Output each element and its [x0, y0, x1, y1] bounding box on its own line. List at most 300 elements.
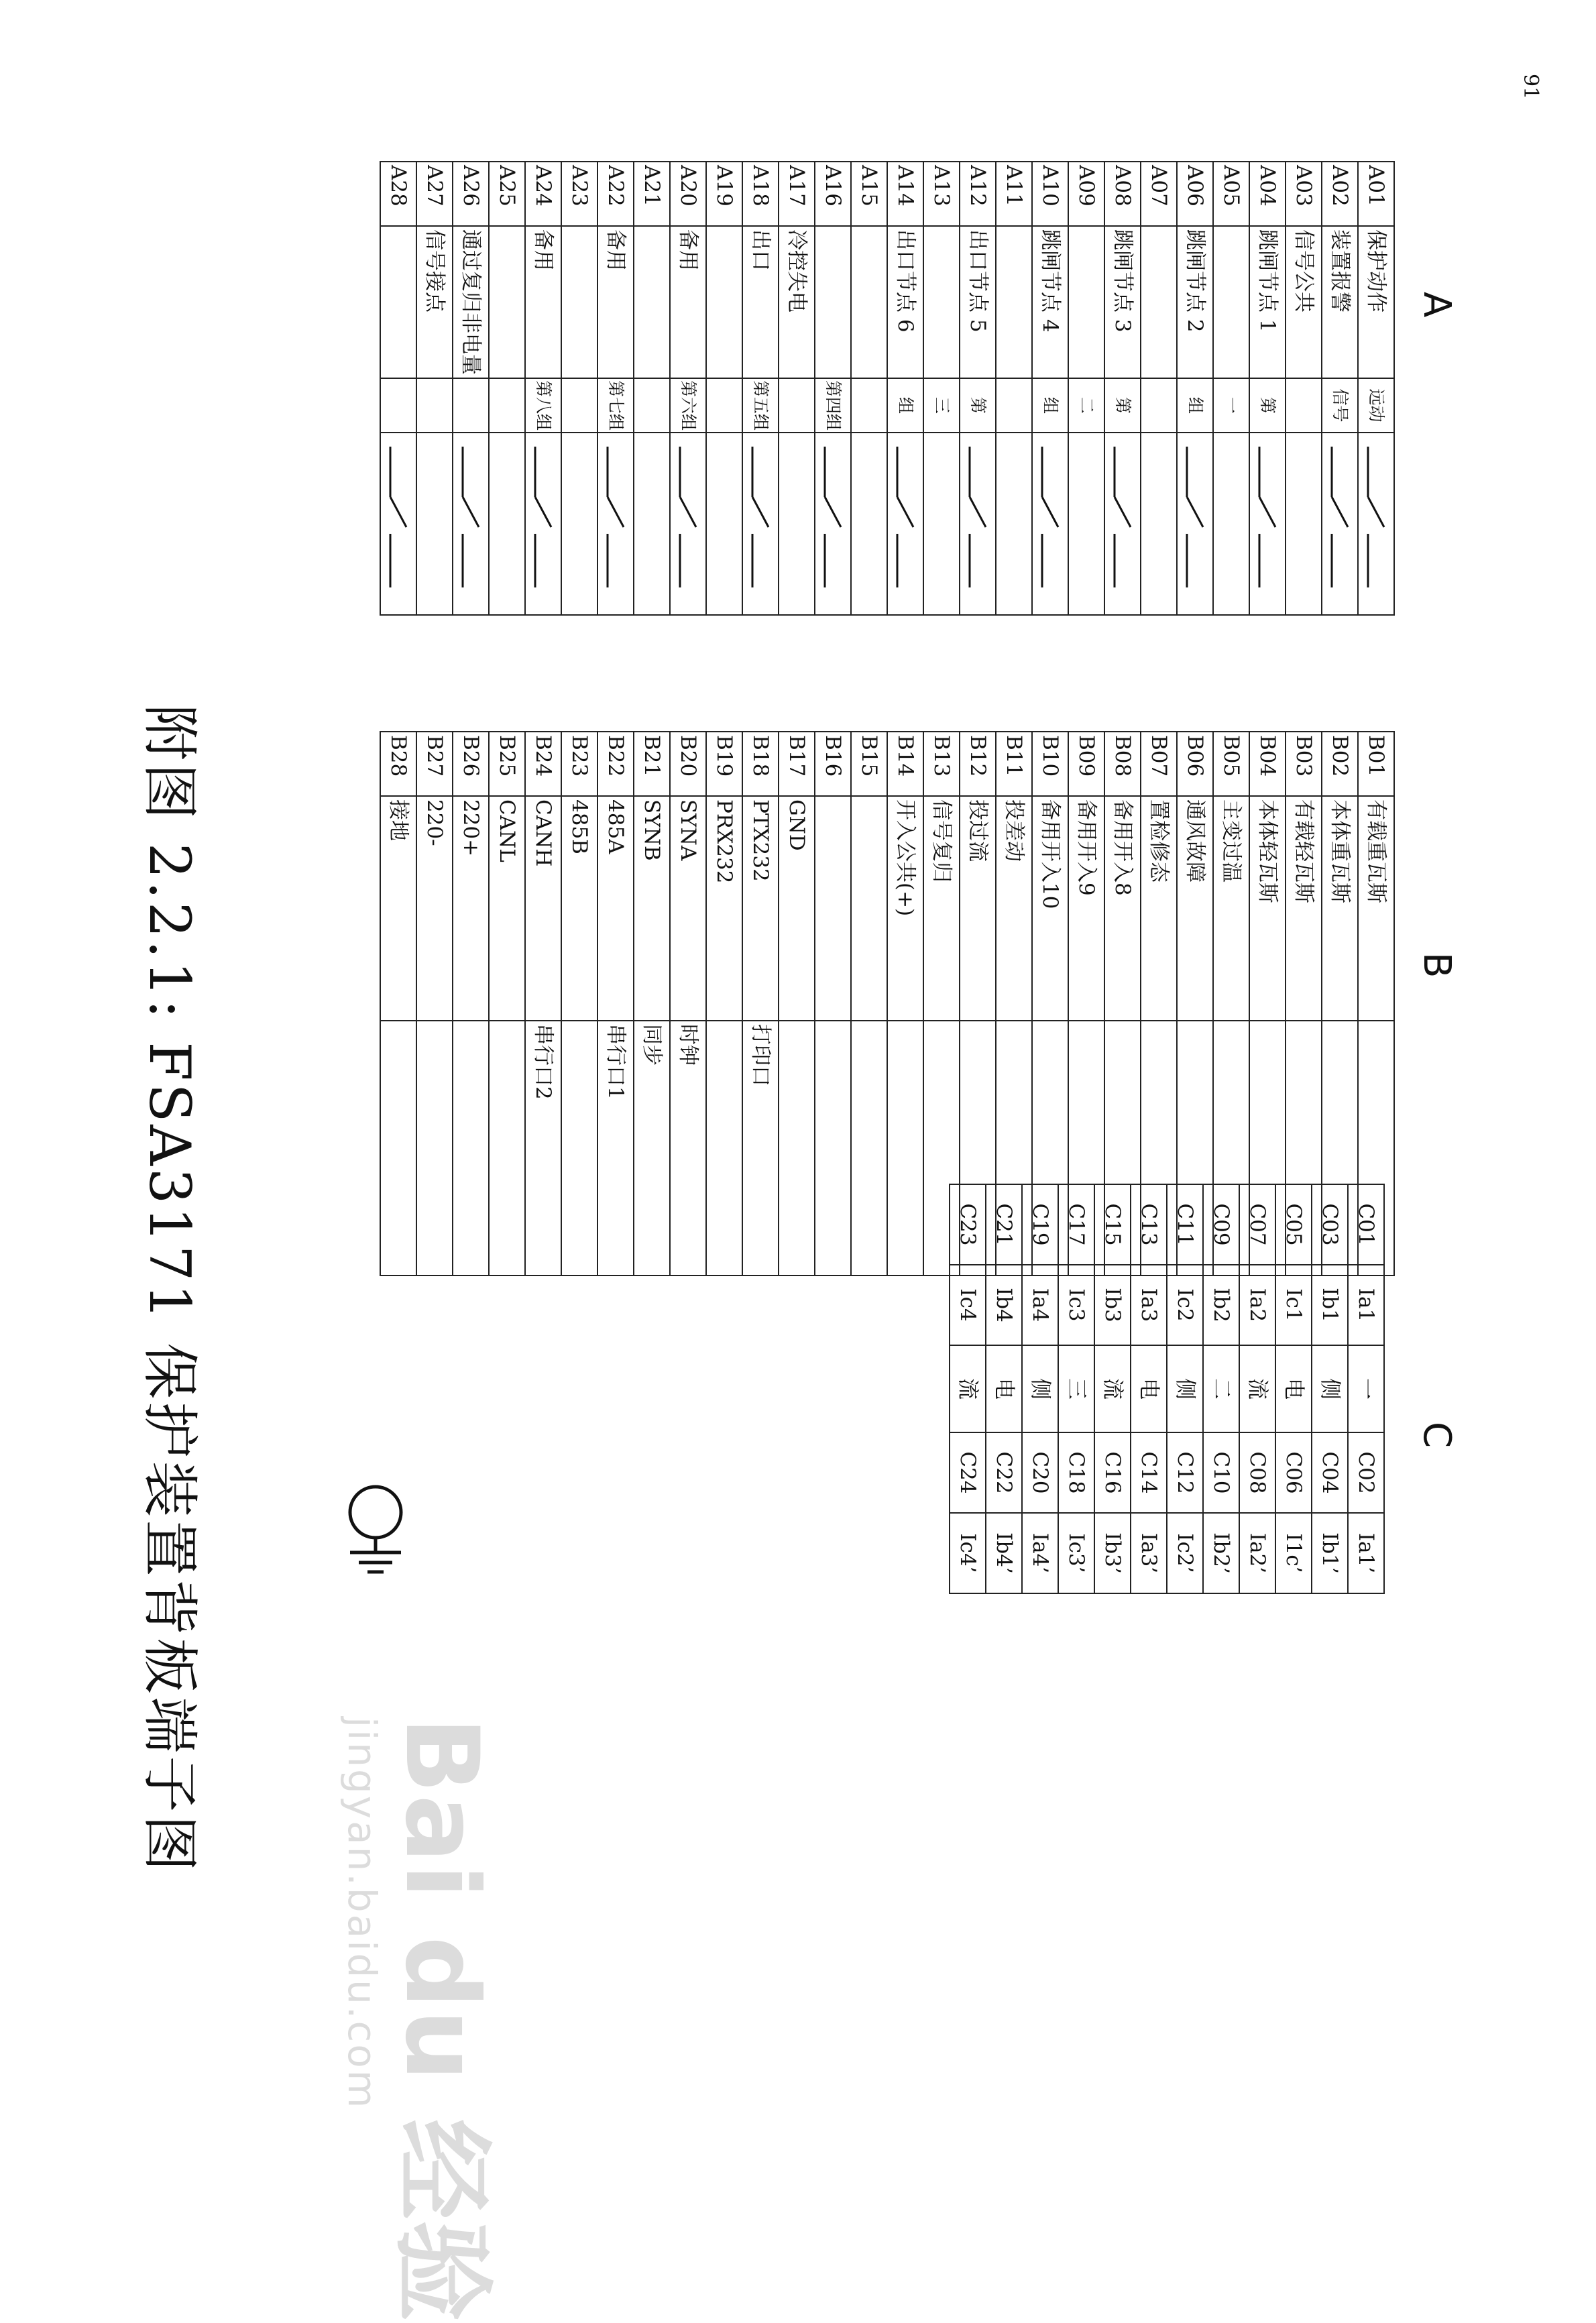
section-label-b: B [1415, 952, 1459, 978]
terminal-desc: 220+ [453, 796, 489, 1021]
switch-contact-icon [601, 433, 630, 601]
terminal-desc [489, 226, 525, 378]
table-row [634, 732, 670, 1276]
winding-side-label: 电 [1131, 1345, 1167, 1432]
terminal-group [453, 378, 489, 433]
table-row [525, 732, 561, 1276]
terminal-function [706, 1021, 742, 1276]
terminal-signal: Ib2’ [1203, 1513, 1239, 1593]
terminal-desc: 开入公共(+) [887, 796, 923, 1021]
terminal-function [416, 1021, 453, 1276]
terminal-table-a [380, 161, 1395, 616]
terminal-group [380, 378, 416, 433]
table-row [1058, 1184, 1094, 1593]
terminal-desc: 置检修态 [1141, 796, 1177, 1021]
terminal-signal: Ic3 [1058, 1265, 1094, 1345]
terminal-code: B08 [1104, 732, 1141, 796]
terminal-function: 打印口 [742, 1021, 779, 1276]
terminal-desc: CANL [489, 796, 525, 1021]
terminal-desc: 跳闸节点 2 [1177, 226, 1213, 378]
winding-side-label: 电 [1275, 1345, 1312, 1432]
switch-cell [453, 433, 489, 615]
switch-cell [706, 433, 742, 615]
table-row [1032, 162, 1068, 615]
terminal-group [996, 378, 1032, 433]
switch-contact-icon [384, 433, 413, 601]
terminal-desc: 信号复归 [923, 796, 960, 1021]
terminal-group [779, 378, 815, 433]
terminal-group [634, 378, 670, 433]
table-row [1358, 162, 1394, 615]
terminal-desc: 有载轻瓦斯 [1286, 796, 1322, 1021]
switch-contact-icon [746, 433, 775, 601]
terminal-group: 第 [1104, 378, 1141, 433]
table-row [1141, 162, 1177, 615]
switch-cell [851, 433, 887, 615]
terminal-code: A26 [453, 162, 489, 226]
terminal-desc [851, 226, 887, 378]
terminal-desc [815, 796, 851, 1021]
terminal-group: 第 [960, 378, 996, 433]
switch-contact-icon [1253, 433, 1282, 601]
terminal-code: C21 [986, 1184, 1022, 1265]
terminal-desc: 出口节点 5 [960, 226, 996, 378]
table-row [1094, 1184, 1131, 1593]
switch-cell [525, 433, 561, 615]
terminal-function [779, 1021, 815, 1276]
terminal-table-c [949, 1184, 1385, 1594]
watermark-main: Bai du 经验 [383, 1717, 500, 2323]
terminal-desc: GND [779, 796, 815, 1021]
switch-cell [923, 433, 960, 615]
terminal-code: A02 [1322, 162, 1358, 226]
terminal-code: B26 [453, 732, 489, 796]
terminal-code: A13 [923, 162, 960, 226]
terminal-code: B28 [380, 732, 416, 796]
table-row [489, 732, 525, 1276]
terminal-code: B17 [779, 732, 815, 796]
terminal-desc: 接地 [380, 796, 416, 1021]
table-row [779, 162, 815, 615]
terminal-code: C07 [1239, 1184, 1275, 1265]
switch-cell [779, 433, 815, 615]
terminal-desc: 本体重瓦斯 [1322, 796, 1358, 1021]
terminal-desc: 220- [416, 796, 453, 1021]
terminal-signal: Ib1’ [1312, 1513, 1348, 1593]
switch-cell [960, 433, 996, 615]
table-row [634, 162, 670, 615]
table-row [1249, 162, 1286, 615]
terminal-code: A04 [1249, 162, 1286, 226]
terminal-group: 三 [923, 378, 960, 433]
terminal-code: B22 [597, 732, 634, 796]
terminal-code: A17 [779, 162, 815, 226]
terminal-signal: Ib1 [1312, 1265, 1348, 1345]
switch-cell [996, 433, 1032, 615]
terminal-desc: 跳闸节点 3 [1104, 226, 1141, 378]
terminal-code: A20 [670, 162, 706, 226]
ground-icon [335, 1482, 416, 1583]
switch-cell [1358, 433, 1394, 615]
terminal-code: C13 [1131, 1184, 1167, 1265]
switch-cell [1068, 433, 1104, 615]
table-row [1104, 162, 1141, 615]
terminal-code: B16 [815, 732, 851, 796]
section-label-c: C [1415, 1422, 1459, 1449]
terminal-code: B19 [706, 732, 742, 796]
switch-contact-icon [673, 433, 703, 601]
terminal-signal: Ia2 [1239, 1265, 1275, 1345]
terminal-desc: 信号公共 [1286, 226, 1322, 378]
figure-caption: 附图 2.2.1: FSA3171 保护装置背板端子图 [137, 704, 203, 1874]
table-row [670, 162, 706, 615]
terminal-desc: 通过复归非电量 [453, 226, 489, 378]
switch-contact-icon [1108, 433, 1137, 601]
terminal-signal: Ic3’ [1058, 1513, 1094, 1593]
terminal-code: A15 [851, 162, 887, 226]
terminal-desc: CANH [525, 796, 561, 1021]
terminal-desc: 备用开入10 [1032, 796, 1068, 1021]
terminal-code: B13 [923, 732, 960, 796]
terminal-code: B06 [1177, 732, 1213, 796]
terminal-group: 组 [1177, 378, 1213, 433]
watermark [339, 1717, 523, 2323]
terminal-desc [996, 226, 1032, 378]
table-row [742, 732, 779, 1276]
terminal-code: A07 [1141, 162, 1177, 226]
table-row [706, 732, 742, 1276]
terminal-signal: Ia4 [1022, 1265, 1058, 1345]
terminal-desc: 485A [597, 796, 634, 1021]
terminal-desc [1213, 226, 1249, 378]
terminal-code: C04 [1312, 1432, 1348, 1513]
terminal-code: C12 [1167, 1432, 1203, 1513]
terminal-code: B23 [561, 732, 597, 796]
table-row [779, 732, 815, 1276]
terminal-code: C24 [950, 1432, 986, 1513]
terminal-group: 第五组 [742, 378, 779, 433]
terminal-desc [923, 226, 960, 378]
terminal-signal: Ia1 [1348, 1265, 1384, 1345]
terminal-function [380, 1021, 416, 1276]
terminal-code: B03 [1286, 732, 1322, 796]
terminal-signal: Ic4 [950, 1265, 986, 1345]
terminal-code: A19 [706, 162, 742, 226]
terminal-desc: 主变过温 [1213, 796, 1249, 1021]
table-row [453, 162, 489, 615]
terminal-code: B12 [960, 732, 996, 796]
terminal-desc: 本体轻瓦斯 [1249, 796, 1286, 1021]
table-row [815, 732, 851, 1276]
terminal-code: C06 [1275, 1432, 1312, 1513]
terminal-group: 第 [1249, 378, 1286, 433]
winding-side-label: 侧 [1167, 1345, 1203, 1432]
terminal-code: A28 [380, 162, 416, 226]
terminal-group: 组 [887, 378, 923, 433]
terminal-code: C22 [986, 1432, 1022, 1513]
switch-cell [416, 433, 453, 615]
terminal-signal: Ic1 [1275, 1265, 1312, 1345]
terminal-group [416, 378, 453, 433]
terminal-desc: 通风故障 [1177, 796, 1213, 1021]
terminal-code: A25 [489, 162, 525, 226]
switch-cell [1141, 433, 1177, 615]
switch-contact-icon [818, 433, 848, 601]
terminal-desc [815, 226, 851, 378]
terminal-code: C19 [1022, 1184, 1058, 1265]
terminal-desc: 冷控失电 [779, 226, 815, 378]
switch-contact-icon [963, 433, 992, 601]
table-row [416, 162, 453, 615]
terminal-code: B01 [1358, 732, 1394, 796]
switch-cell [489, 433, 525, 615]
terminal-group: 第七组 [597, 378, 634, 433]
table-row [1131, 1184, 1167, 1593]
table-row [380, 732, 416, 1276]
terminal-code: A10 [1032, 162, 1068, 226]
table-row [380, 162, 416, 615]
terminal-code: B27 [416, 732, 453, 796]
terminal-function: 串行口2 [525, 1021, 561, 1276]
terminal-desc: SYNA [670, 796, 706, 1021]
winding-side-label: 流 [1094, 1345, 1131, 1432]
terminal-desc: 跳闸节点 4 [1032, 226, 1068, 378]
terminal-desc: SYNB [634, 796, 670, 1021]
terminal-desc: 备用 [597, 226, 634, 378]
terminal-code: C05 [1275, 1184, 1312, 1265]
table-row [960, 162, 996, 615]
terminal-signal: Ib3 [1094, 1265, 1131, 1345]
table-row [887, 162, 923, 615]
terminal-code: B24 [525, 732, 561, 796]
terminal-code: C18 [1058, 1432, 1094, 1513]
terminal-desc: 出口节点 6 [887, 226, 923, 378]
table-row [1167, 1184, 1203, 1593]
table-row [561, 162, 597, 615]
switch-cell [742, 433, 779, 615]
terminal-code: C14 [1131, 1432, 1167, 1513]
table-row [597, 162, 634, 615]
terminal-code: A05 [1213, 162, 1249, 226]
terminal-group: 组 [1032, 378, 1068, 433]
terminal-code: B04 [1249, 732, 1286, 796]
table-row [453, 732, 489, 1276]
terminal-desc [561, 226, 597, 378]
terminal-code: C09 [1203, 1184, 1239, 1265]
terminal-code: B18 [742, 732, 779, 796]
table-row [742, 162, 779, 615]
terminal-group [1141, 378, 1177, 433]
terminal-code: B14 [887, 732, 923, 796]
table-row [1312, 1184, 1348, 1593]
table-row [597, 732, 634, 1276]
table-row [1275, 1184, 1312, 1593]
table-row [1348, 1184, 1384, 1593]
switch-cell [1213, 433, 1249, 615]
table-row [851, 162, 887, 615]
switch-cell [1322, 433, 1358, 615]
table-row [923, 162, 960, 615]
switch-cell [1249, 433, 1286, 615]
switch-cell [670, 433, 706, 615]
table-row [1068, 162, 1104, 615]
table-row [561, 732, 597, 1276]
terminal-code: A21 [634, 162, 670, 226]
terminal-code: B07 [1141, 732, 1177, 796]
terminal-group: 一 [1213, 378, 1249, 433]
terminal-desc: 出口 [742, 226, 779, 378]
table-row [986, 1184, 1022, 1593]
table-row [1322, 162, 1358, 615]
terminal-desc: PRX232 [706, 796, 742, 1021]
terminal-function [561, 1021, 597, 1276]
terminal-desc: 投过流 [960, 796, 996, 1021]
table-row [1203, 1184, 1239, 1593]
terminal-desc: 备用开入8 [1104, 796, 1141, 1021]
terminal-signal: Ib3’ [1094, 1513, 1131, 1593]
terminal-signal: Ic2 [1167, 1265, 1203, 1345]
section-label-a: A [1415, 292, 1459, 318]
terminal-group: 二 [1068, 378, 1104, 433]
winding-side-label: 侧 [1312, 1345, 1348, 1432]
winding-side-label: 流 [1239, 1345, 1275, 1432]
terminal-function: 时钟 [670, 1021, 706, 1276]
terminal-group: 第四组 [815, 378, 851, 433]
switch-cell [597, 433, 634, 615]
winding-side-label: 一 [1348, 1345, 1384, 1432]
terminal-group: 第八组 [525, 378, 561, 433]
terminal-desc: PTX232 [742, 796, 779, 1021]
switch-contact-icon [456, 433, 486, 601]
switch-contact-icon [528, 433, 558, 601]
terminal-signal: I1c’ [1275, 1513, 1312, 1593]
terminal-code: B11 [996, 732, 1032, 796]
terminal-code: A14 [887, 162, 923, 226]
terminal-code: A12 [960, 162, 996, 226]
terminal-function [815, 1021, 851, 1276]
terminal-signal: Ia2’ [1239, 1513, 1275, 1593]
terminal-group [1286, 378, 1322, 433]
terminal-signal: Ic2’ [1167, 1513, 1203, 1593]
watermark-sub: jingyan.baidu.com [339, 1717, 385, 2110]
terminal-code: A16 [815, 162, 851, 226]
terminal-code: A01 [1358, 162, 1394, 226]
terminal-code: B09 [1068, 732, 1104, 796]
switch-cell [1104, 433, 1141, 615]
terminal-code: C08 [1239, 1432, 1275, 1513]
switch-contact-icon [1035, 433, 1065, 601]
terminal-signal: Ia1’ [1348, 1513, 1384, 1593]
terminal-code: A23 [561, 162, 597, 226]
switch-cell [815, 433, 851, 615]
terminal-function: 串行口1 [597, 1021, 634, 1276]
terminal-function [489, 1021, 525, 1276]
terminal-code: B20 [670, 732, 706, 796]
terminal-code: C17 [1058, 1184, 1094, 1265]
terminal-code: A18 [742, 162, 779, 226]
table-row [416, 732, 453, 1276]
switch-contact-icon [1361, 433, 1391, 601]
terminal-code: A24 [525, 162, 561, 226]
terminal-signal: Ia4’ [1022, 1513, 1058, 1593]
terminal-code: B10 [1032, 732, 1068, 796]
terminal-function [851, 1021, 887, 1276]
switch-cell [634, 433, 670, 615]
terminal-group: 第六组 [670, 378, 706, 433]
terminal-group [489, 378, 525, 433]
terminal-code: C10 [1203, 1432, 1239, 1513]
winding-side-label: 电 [986, 1345, 1022, 1432]
terminal-code: C15 [1094, 1184, 1131, 1265]
terminal-code: C23 [950, 1184, 986, 1265]
switch-cell [561, 433, 597, 615]
terminal-code: A08 [1104, 162, 1141, 226]
switch-cell [1032, 433, 1068, 615]
terminal-function [887, 1021, 923, 1276]
terminal-function: 同步 [634, 1021, 670, 1276]
terminal-desc: 信号接点 [416, 226, 453, 378]
terminal-function [453, 1021, 489, 1276]
winding-side-label: 侧 [1022, 1345, 1058, 1432]
terminal-code: C16 [1094, 1432, 1131, 1513]
terminal-code: C03 [1312, 1184, 1348, 1265]
switch-cell [1177, 433, 1213, 615]
terminal-group: 远动 [1358, 378, 1394, 433]
terminal-desc: 跳闸节点 1 [1249, 226, 1286, 378]
terminal-group [706, 378, 742, 433]
terminal-code: B15 [851, 732, 887, 796]
terminal-group: 信号 [1322, 378, 1358, 433]
page-number: 91 [1519, 74, 1542, 100]
terminal-desc [634, 226, 670, 378]
terminal-group [561, 378, 597, 433]
terminal-desc: 投差动 [996, 796, 1032, 1021]
table-row [489, 162, 525, 615]
terminal-signal: Ia3’ [1131, 1513, 1167, 1593]
terminal-code: A03 [1286, 162, 1322, 226]
table-row [706, 162, 742, 615]
terminal-code: A22 [597, 162, 634, 226]
terminal-desc [706, 226, 742, 378]
terminal-desc: 485B [561, 796, 597, 1021]
terminal-desc: 备用 [670, 226, 706, 378]
switch-cell [1286, 433, 1322, 615]
terminal-code: B21 [634, 732, 670, 796]
switch-contact-icon [1180, 433, 1210, 601]
winding-side-label: 二 [1203, 1345, 1239, 1432]
terminal-code: C02 [1348, 1432, 1384, 1513]
switch-contact-icon [891, 433, 920, 601]
table-row [1239, 1184, 1275, 1593]
terminal-desc [380, 226, 416, 378]
table-row [1177, 162, 1213, 615]
table-row [1022, 1184, 1058, 1593]
table-row [950, 1184, 986, 1593]
terminal-code: A06 [1177, 162, 1213, 226]
terminal-signal: Ia3 [1131, 1265, 1167, 1345]
terminal-signal: Ib4 [986, 1265, 1022, 1345]
switch-cell [380, 433, 416, 615]
table-row [851, 732, 887, 1276]
terminal-desc [1141, 226, 1177, 378]
terminal-code: C20 [1022, 1432, 1058, 1513]
terminal-desc: 装置报警 [1322, 226, 1358, 378]
table-row [996, 162, 1032, 615]
terminal-code: B25 [489, 732, 525, 796]
terminal-signal: Ic4’ [950, 1513, 986, 1593]
terminal-code: A27 [416, 162, 453, 226]
table-row [1286, 162, 1322, 615]
